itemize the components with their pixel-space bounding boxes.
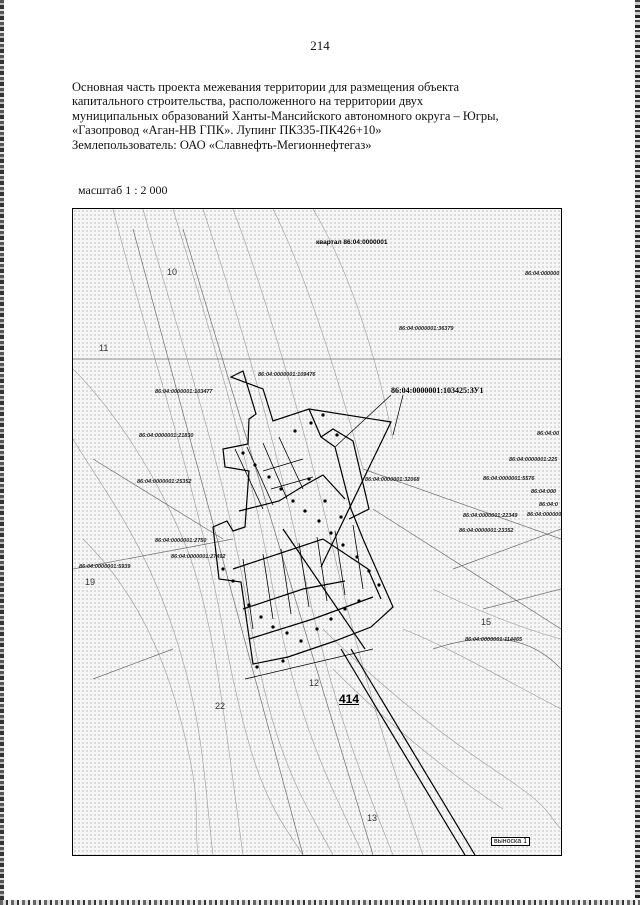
land-user-line: Землепользователь: ОАО «Славнефть-Мегионнефтегаз» <box>72 137 372 152</box>
zone-number: 12 <box>309 678 320 688</box>
parcel-label: 86:04:000000 <box>527 512 562 518</box>
survey-points <box>221 413 380 668</box>
zone-number: 11 <box>99 343 109 353</box>
main-parcel-label: 86:04:0000001:103425:ЗУ1 <box>391 386 484 395</box>
parcel-label: 86:04:0000001:114465 <box>465 637 523 643</box>
parcel-label: 86:04:0000001:5939 <box>79 564 131 570</box>
parcel-label: 86:04:00 <box>537 431 560 437</box>
parcel-label: 86:04:0000001:22349 <box>463 513 518 519</box>
parcel-label: 86:04:0000001:36379 <box>399 326 454 332</box>
parcel-label: 86:04:000 <box>531 489 557 495</box>
parcel-label: 86:04:0000001:23352 <box>459 528 514 534</box>
parcel-boundaries <box>73 229 561 855</box>
zone-number: 19 <box>85 577 96 587</box>
parcel-label: 86:04:0000001:21830 <box>139 433 194 439</box>
callout-label: выноска 1 <box>491 837 530 846</box>
survey-map <box>72 208 562 856</box>
parcel-label: 86:04:0000001:2750 <box>155 538 207 544</box>
title-line: муниципальных образований Ханты-Мансийского автономного округа – Югры, <box>72 108 499 123</box>
scan-edge-right <box>635 0 640 905</box>
parcel-label: 86:04:0000001:225 <box>509 457 558 463</box>
scan-edge-bottom <box>0 900 640 905</box>
title-line: капитального строительства, расположенного на территории двух <box>72 94 424 109</box>
scale-label: масштаб 1 : 2 000 <box>78 183 168 197</box>
zone-number: 13 <box>367 813 378 823</box>
parcel-label: 86:04:0000001:27492 <box>171 554 226 560</box>
main-parcel-outline <box>213 371 393 664</box>
document-title <box>72 80 552 152</box>
parcel-label: 86:04:0000001:5576 <box>483 476 535 482</box>
parcel-label: 86:04:0000001:25352 <box>137 479 192 485</box>
parcel-label: 86:04:0000001:103477 <box>155 389 213 395</box>
pipeline-corridor <box>283 529 475 855</box>
zone-number: 10 <box>167 267 178 277</box>
title-line: Основная часть проекта межевания территории для размещения объекта <box>72 80 460 94</box>
page-number: 214 <box>310 38 330 53</box>
quarter-label: квартал 86:04:0000001 <box>316 239 388 246</box>
parcel-number-414: 414 <box>339 692 360 706</box>
scan-edge-left <box>0 0 4 905</box>
leader-lines <box>335 395 403 447</box>
parcel-label: 86:04:0 <box>539 502 558 508</box>
parcel-label: 86:04:000000 <box>525 271 560 277</box>
zone-number: 22 <box>215 701 226 711</box>
zone-number: 15 <box>481 617 492 627</box>
parcel-label: 86:04:0000001:32068 <box>365 477 420 483</box>
title-line: «Газопровод «Аган-НВ ГПК». Лупинг ПК335-ПК426+10» <box>72 123 382 138</box>
parcel-label: 86:04:0000001:109476 <box>258 372 316 378</box>
